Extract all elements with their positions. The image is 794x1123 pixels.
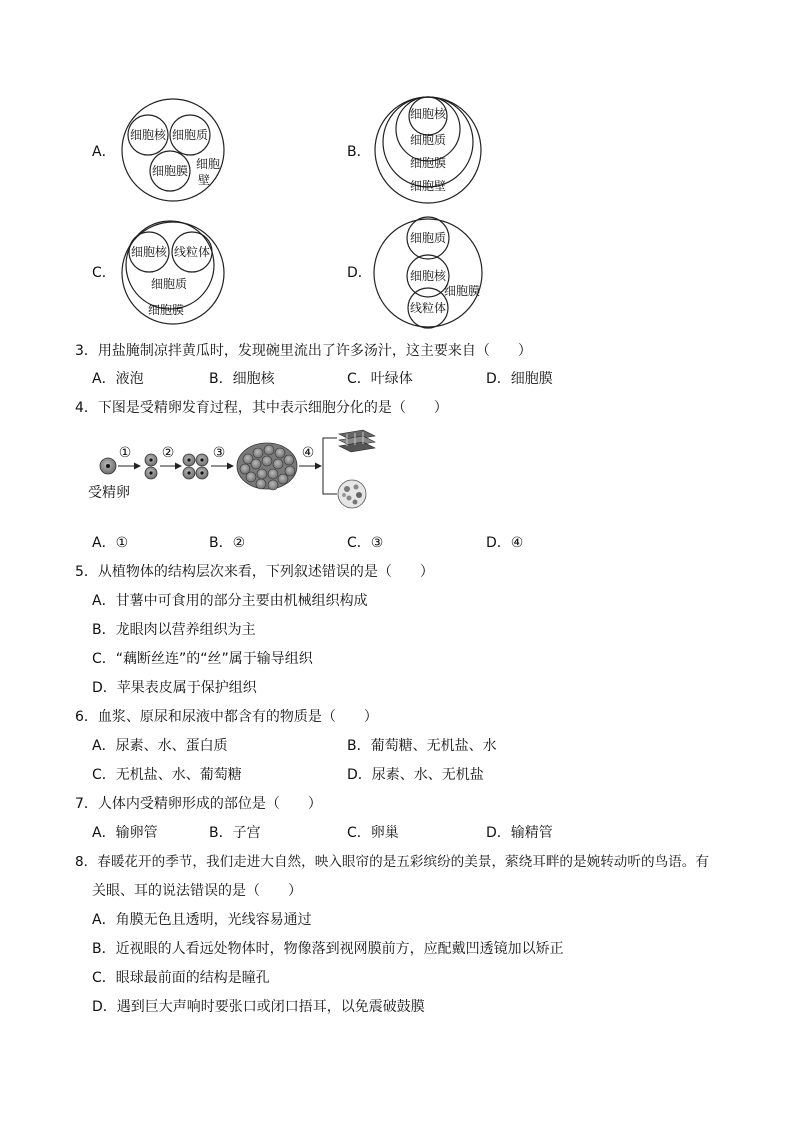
- q4-option-c: C．③: [347, 535, 384, 551]
- q4-option-b: B．②: [209, 535, 246, 551]
- nucleus-dot: [187, 471, 190, 474]
- q5-option-d: D．苹果表皮属于保护组织: [92, 680, 257, 696]
- nucleus-dot: [200, 458, 203, 461]
- q3-option-b: B．细胞核: [209, 371, 275, 387]
- cytoplasm-label: 细胞质: [171, 128, 209, 142]
- step-3-label: ③: [212, 445, 226, 461]
- nucleus-dot: [149, 458, 152, 461]
- q8-stem-line2: 关眼、耳的说法错误的是（ ）: [92, 883, 302, 899]
- q7-stem: 7．人体内受精卵形成的部位是（ ）: [75, 796, 322, 812]
- cell-mass: [237, 443, 297, 490]
- membrane-label: 细胞膜: [151, 164, 189, 178]
- option-b-letter: B．: [347, 144, 371, 160]
- q7-option-d: D．输精管: [486, 825, 553, 841]
- q6-option-c: C．无机盐、水、葡萄糖: [92, 767, 242, 783]
- q3-stem: 3．用盐腌制凉拌黄瓜时，发现碗里流出了许多汤汁，这主要来自（ ）: [75, 343, 532, 359]
- branch-bracket: [323, 438, 337, 494]
- q3-option-d: D．细胞膜: [486, 371, 553, 387]
- wall-label-line2: 壁: [197, 173, 211, 187]
- nucleus-dot: [106, 464, 110, 468]
- membrane-label: 细胞膜: [443, 284, 481, 298]
- nucleus-dot: [149, 471, 152, 474]
- cytoplasm-label: 细胞质: [409, 231, 447, 245]
- q5-option-a: A．甘薯中可食用的部分主要由机械组织构成: [92, 593, 368, 609]
- q7-option-b: B．子宫: [209, 825, 261, 841]
- q8-option-a: A．角膜无色且透明，光线容易通过: [92, 912, 312, 928]
- mitochondria-label: 线粒体: [173, 245, 211, 259]
- wall-label-line1: 细胞: [195, 157, 221, 171]
- q3-option-a: A．液泡: [92, 371, 144, 387]
- q6-option-d: D．尿素、水、无机盐: [347, 767, 484, 783]
- nucleus-dot: [200, 471, 203, 474]
- q4-stem: 4．下图是受精卵发育过程，其中表示细胞分化的是（ ）: [75, 400, 448, 416]
- step-1-label: ①: [118, 445, 132, 461]
- q7-option-a: A．输卵管: [92, 825, 158, 841]
- nucleus-label: 细胞核: [409, 107, 447, 121]
- nucleus-dot: [187, 458, 190, 461]
- q5-option-b: B．龙眼肉以营养组织为主: [92, 622, 256, 638]
- option-d-letter: D．: [347, 265, 372, 281]
- diagram-d: [372, 216, 488, 330]
- membrane-label: 细胞膜: [409, 156, 447, 170]
- q7-option-c: C．卵巢: [347, 825, 399, 841]
- diagram-b: [372, 94, 484, 206]
- zygote-label: 受精卵: [88, 485, 130, 501]
- q8-option-d: D．遇到巨大声响时要张口或闭口捂耳，以免震破鼓膜: [92, 999, 425, 1015]
- cytoplasm-label: 细胞质: [409, 133, 447, 147]
- q4-option-a: A．①: [92, 535, 129, 551]
- tissue-round: [338, 480, 366, 508]
- step-2-label: ②: [161, 445, 175, 461]
- q3-option-c: C．叶绿体: [347, 371, 413, 387]
- q4-option-d: D．④: [486, 535, 524, 551]
- option-a-letter: A．: [92, 144, 116, 160]
- step-4-label: ④: [301, 445, 315, 461]
- zygote-development-figure: [85, 428, 385, 520]
- membrane-label: 细胞膜: [147, 303, 185, 317]
- cytoplasm-label: 细胞质: [150, 277, 188, 291]
- diagram-a: [118, 96, 228, 204]
- nucleus-label: 细胞核: [409, 269, 447, 283]
- tissue-layered: [339, 430, 375, 452]
- nucleus-label: 细胞核: [130, 245, 168, 259]
- q5-option-c: C．“藕断丝连”的“丝”属于输导组织: [92, 651, 313, 667]
- diagram-c: [118, 220, 228, 326]
- q8-stem-line1: 8．春暖花开的季节，我们走进大自然，映入眼帘的是五彩缤纷的美景，萦绕耳畔的是婉转动听的鸟语。有: [75, 854, 709, 870]
- q8-option-b: B．近视眼的人看远处物体时，物像落到视网膜前方，应配戴凹透镜加以矫正: [92, 941, 564, 957]
- q6-stem: 6．血浆、原尿和尿液中都含有的物质是（ ）: [75, 709, 378, 725]
- mitochondria-label: 线粒体: [409, 301, 447, 315]
- q6-option-b: B．葡萄糖、无机盐、水: [347, 738, 497, 754]
- q6-option-a: A．尿素、水、蛋白质: [92, 738, 228, 754]
- nucleus-label: 细胞核: [129, 128, 167, 142]
- q5-stem: 5．从植物体的结构层次来看，下列叙述错误的是（ ）: [75, 564, 434, 580]
- option-c-letter: C．: [92, 265, 116, 281]
- wall-label: 细胞壁: [409, 179, 447, 193]
- q8-option-c: C．眼球最前面的结构是瞳孔: [92, 970, 270, 986]
